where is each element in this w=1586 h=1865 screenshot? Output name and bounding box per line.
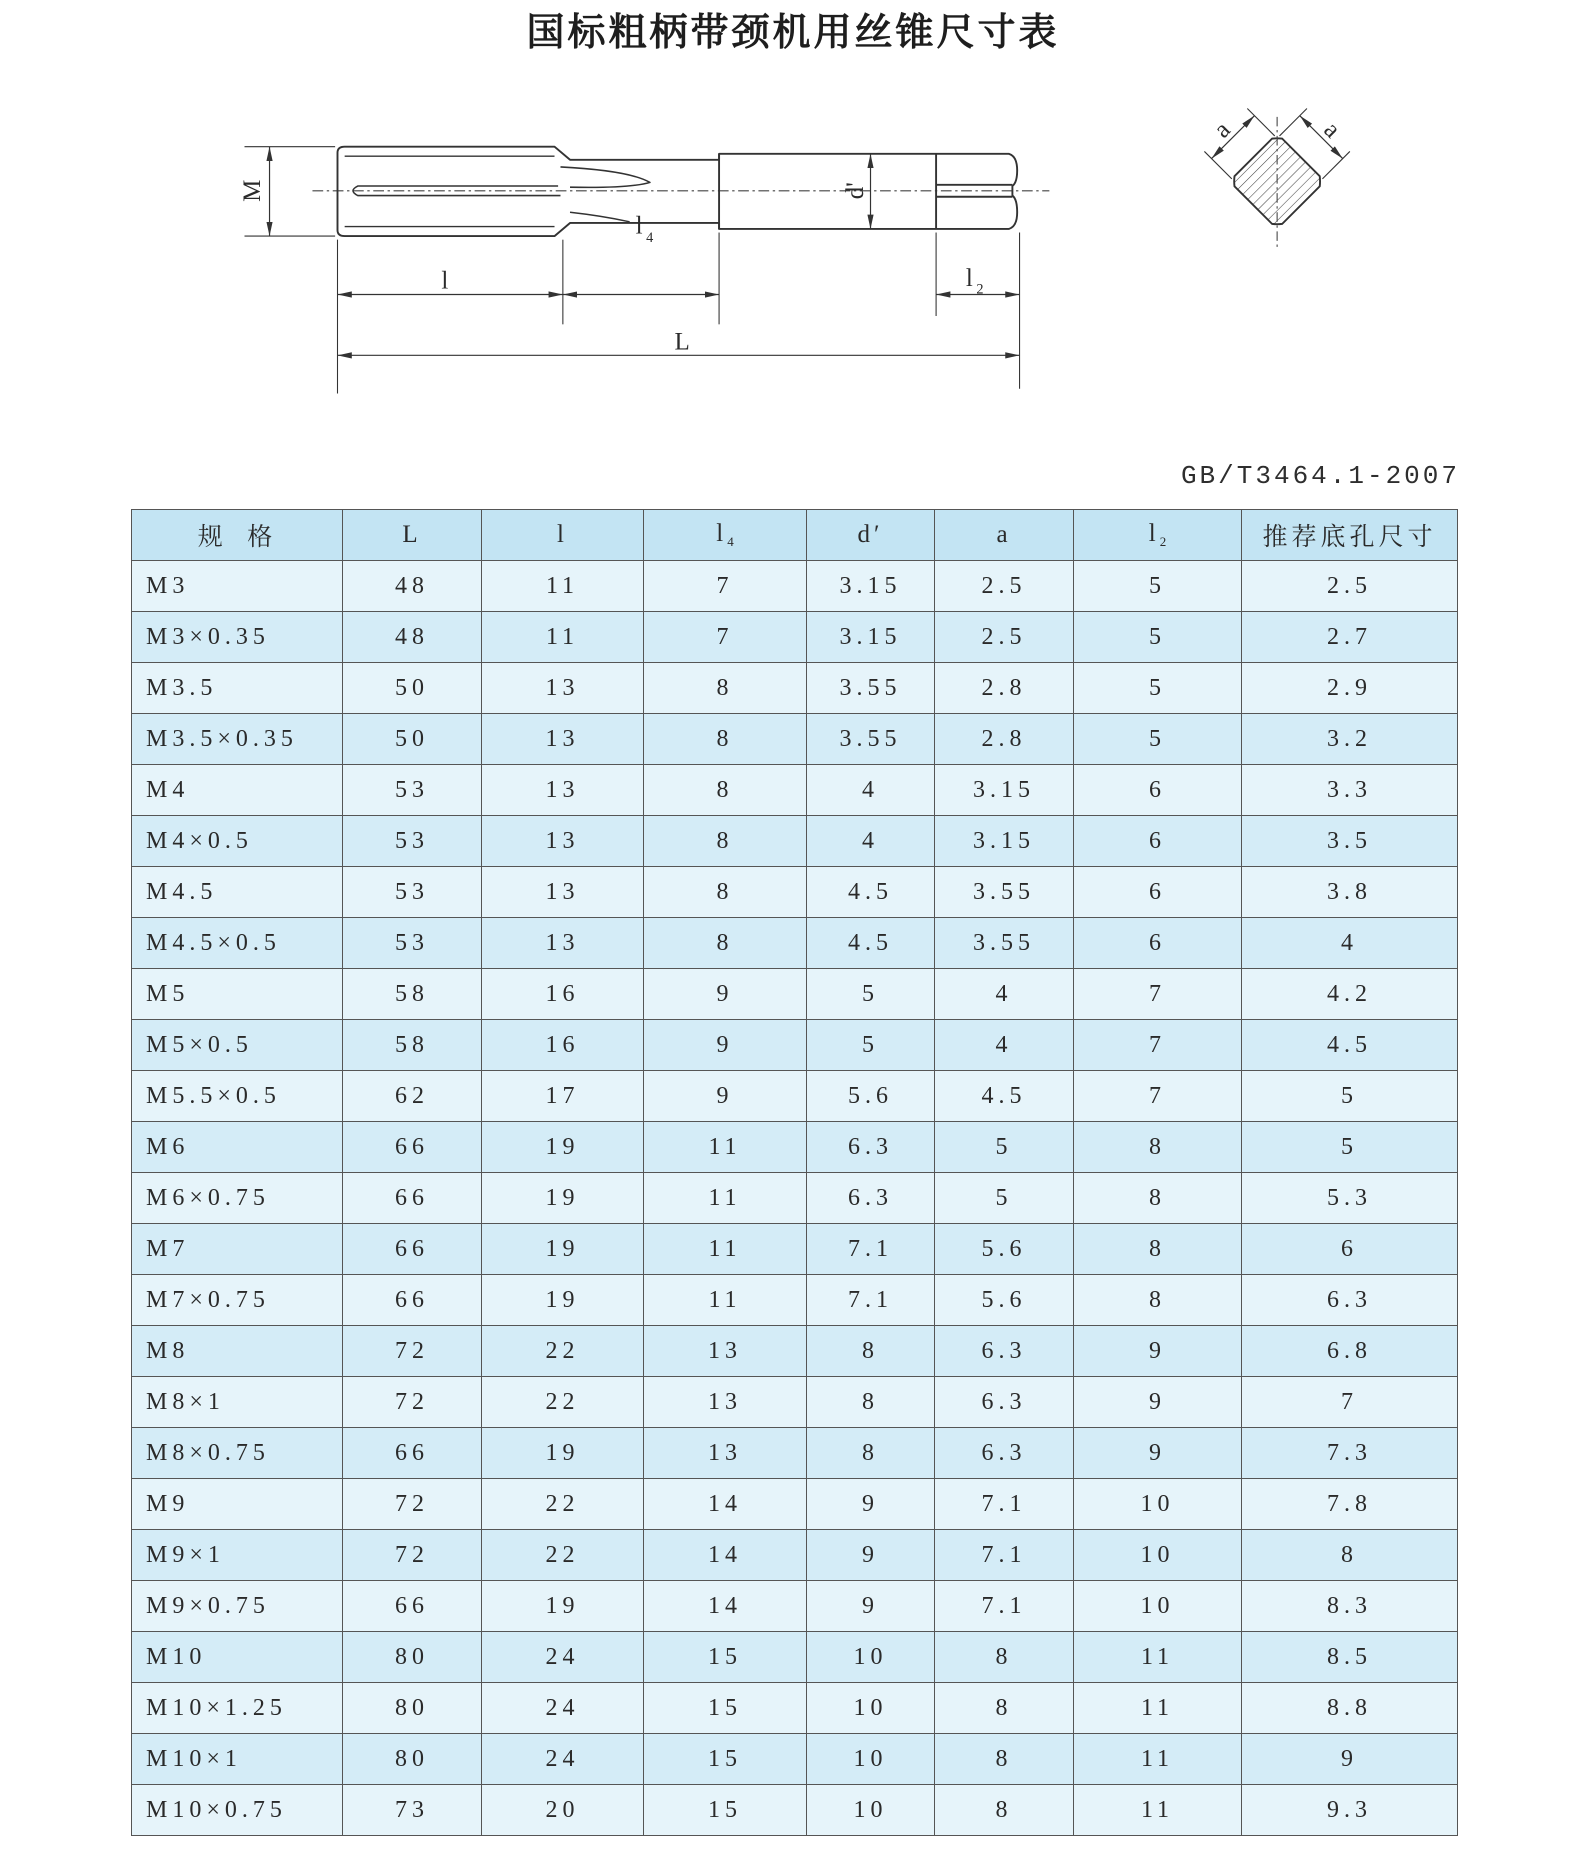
table-cell: 11 bbox=[644, 1224, 807, 1275]
table-cell: 6.3 bbox=[807, 1173, 935, 1224]
table-row bbox=[132, 1428, 1458, 1479]
table-cell: 13 bbox=[644, 1326, 807, 1377]
table-cell: 4 bbox=[807, 765, 935, 816]
table-row bbox=[132, 1785, 1458, 1836]
table-cell: 3.55 bbox=[935, 867, 1074, 918]
table-cell: 6.3 bbox=[935, 1428, 1074, 1479]
table-cell: 7 bbox=[644, 612, 807, 663]
table-cell: 73 bbox=[343, 1785, 482, 1836]
column-header-label: 规 格 bbox=[197, 524, 277, 551]
spec-cell: M8 bbox=[132, 1326, 343, 1377]
table-cell: 9 bbox=[644, 1071, 807, 1122]
column-header-label: l bbox=[557, 521, 568, 548]
table-cell: 80 bbox=[343, 1632, 482, 1683]
table-cell: 22 bbox=[482, 1479, 644, 1530]
label-M: M bbox=[238, 179, 266, 202]
table-cell: 16 bbox=[482, 969, 644, 1020]
table-cell: 66 bbox=[343, 1275, 482, 1326]
table-cell: 80 bbox=[343, 1683, 482, 1734]
table-cell: 8 bbox=[807, 1326, 935, 1377]
table-row bbox=[132, 612, 1458, 663]
table-row bbox=[132, 663, 1458, 714]
table-cell: 4 bbox=[1242, 918, 1458, 969]
table-cell: 9 bbox=[807, 1479, 935, 1530]
table-cell: 8 bbox=[1074, 1224, 1242, 1275]
spec-cell: M6 bbox=[132, 1122, 343, 1173]
table-cell: 7.1 bbox=[935, 1479, 1074, 1530]
extension-lines bbox=[244, 147, 1019, 394]
table-row bbox=[132, 918, 1458, 969]
table-cell: 6.3 bbox=[1242, 1275, 1458, 1326]
table-cell: 3.8 bbox=[1242, 867, 1458, 918]
table-cell: 6 bbox=[1074, 765, 1242, 816]
table-cell: 11 bbox=[1074, 1632, 1242, 1683]
spec-cell: M3.5×0.35 bbox=[132, 714, 343, 765]
spec-cell: M4.5×0.5 bbox=[132, 918, 343, 969]
table-cell: 19 bbox=[482, 1173, 644, 1224]
label-L: L bbox=[674, 328, 690, 356]
table-cell: 7.1 bbox=[935, 1530, 1074, 1581]
spec-cell: M9×0.75 bbox=[132, 1581, 343, 1632]
table-cell: 4.5 bbox=[1242, 1020, 1458, 1071]
table-row bbox=[132, 1530, 1458, 1581]
table-cell: 3.55 bbox=[807, 714, 935, 765]
table-cell: 7 bbox=[1242, 1377, 1458, 1428]
label-l2-sub: 2 bbox=[976, 281, 984, 298]
column-header-subscript: 4 bbox=[727, 534, 734, 549]
table-cell: 8 bbox=[1242, 1530, 1458, 1581]
spec-cell: M7 bbox=[132, 1224, 343, 1275]
table-cell: 2.8 bbox=[935, 714, 1074, 765]
table-cell: 8 bbox=[644, 918, 807, 969]
table-cell: 8 bbox=[644, 816, 807, 867]
spec-cell: M4.5 bbox=[132, 867, 343, 918]
column-header-subscript: 2 bbox=[1159, 534, 1167, 549]
table-cell: 11 bbox=[1074, 1734, 1242, 1785]
table-cell: 4.5 bbox=[807, 867, 935, 918]
table-cell: 3.15 bbox=[807, 612, 935, 663]
table-cell: 24 bbox=[482, 1683, 644, 1734]
table-cell: 13 bbox=[482, 918, 644, 969]
table-cell: 3.15 bbox=[935, 765, 1074, 816]
column-header bbox=[644, 510, 807, 561]
column-header-label: L bbox=[402, 521, 422, 548]
column-header bbox=[343, 510, 482, 561]
label-l4 bbox=[636, 213, 654, 246]
table-cell: 5 bbox=[1074, 561, 1242, 612]
table-cell: 66 bbox=[343, 1581, 482, 1632]
table-cell: 14 bbox=[644, 1581, 807, 1632]
table-cell: 15 bbox=[644, 1632, 807, 1683]
table-cell: 9 bbox=[807, 1530, 935, 1581]
table-cell: 22 bbox=[482, 1530, 644, 1581]
table-row bbox=[132, 1071, 1458, 1122]
column-header bbox=[935, 510, 1074, 561]
table-cell: 8.8 bbox=[1242, 1683, 1458, 1734]
table-cell: 4 bbox=[807, 816, 935, 867]
table-cell: 6 bbox=[1242, 1224, 1458, 1275]
table-cell: 66 bbox=[343, 1173, 482, 1224]
column-header-label: d′ bbox=[857, 521, 884, 548]
table-cell: 3.55 bbox=[935, 918, 1074, 969]
standard-code: GB/T3464.1-2007 bbox=[1180, 461, 1460, 491]
table-cell: 5.6 bbox=[935, 1275, 1074, 1326]
spec-cell: M5.5×0.5 bbox=[132, 1071, 343, 1122]
table-cell: 9 bbox=[1074, 1377, 1242, 1428]
table-cell: 66 bbox=[343, 1122, 482, 1173]
table-cell: 9 bbox=[1074, 1428, 1242, 1479]
table-cell: 5 bbox=[935, 1122, 1074, 1173]
table-cell: 2.8 bbox=[935, 663, 1074, 714]
table-cell: 5.6 bbox=[935, 1224, 1074, 1275]
table-cell: 6 bbox=[1074, 816, 1242, 867]
table-cell: 8.5 bbox=[1242, 1632, 1458, 1683]
table-cell: 4.5 bbox=[935, 1071, 1074, 1122]
table-cell: 50 bbox=[343, 714, 482, 765]
table-cell: 9 bbox=[807, 1581, 935, 1632]
dimension-table bbox=[131, 509, 1458, 1836]
table-cell: 7.1 bbox=[807, 1275, 935, 1326]
table-cell: 9 bbox=[1242, 1734, 1458, 1785]
table-cell: 4 bbox=[935, 969, 1074, 1020]
spec-cell: M3 bbox=[132, 561, 343, 612]
table-cell: 48 bbox=[343, 612, 482, 663]
table-cell: 9 bbox=[1074, 1326, 1242, 1377]
table-cell: 19 bbox=[482, 1428, 644, 1479]
table-cell: 5 bbox=[807, 1020, 935, 1071]
tap-outline bbox=[337, 147, 1017, 236]
table-cell: 4.2 bbox=[1242, 969, 1458, 1020]
table-cell: 53 bbox=[343, 816, 482, 867]
table-cell: 15 bbox=[644, 1785, 807, 1836]
table-cell: 8 bbox=[1074, 1275, 1242, 1326]
label-a-left: a bbox=[1208, 116, 1236, 144]
spec-cell: M9 bbox=[132, 1479, 343, 1530]
spec-cell: M10×0.75 bbox=[132, 1785, 343, 1836]
table-cell: 13 bbox=[482, 663, 644, 714]
table-row bbox=[132, 1326, 1458, 1377]
column-header bbox=[482, 510, 644, 561]
table-cell: 13 bbox=[482, 714, 644, 765]
table-cell: 7 bbox=[1074, 1071, 1242, 1122]
flute-runout-lower bbox=[570, 212, 630, 222]
table-cell: 72 bbox=[343, 1326, 482, 1377]
spec-cell: M9×1 bbox=[132, 1530, 343, 1581]
column-header bbox=[1074, 510, 1242, 561]
table-body bbox=[132, 561, 1458, 1836]
table-cell: 5 bbox=[935, 1173, 1074, 1224]
label-l2-main: l bbox=[965, 265, 973, 293]
label-a-right: a bbox=[1318, 116, 1346, 144]
table-cell: 48 bbox=[343, 561, 482, 612]
table-cell: 10 bbox=[1074, 1530, 1242, 1581]
table-cell: 9 bbox=[644, 1020, 807, 1071]
table-cell: 10 bbox=[807, 1785, 935, 1836]
tap-diagram bbox=[0, 0, 1586, 440]
table-cell: 8.3 bbox=[1242, 1581, 1458, 1632]
table-cell: 9.3 bbox=[1242, 1785, 1458, 1836]
table-cell: 53 bbox=[343, 918, 482, 969]
table-cell: 58 bbox=[343, 1020, 482, 1071]
table-cell: 58 bbox=[343, 969, 482, 1020]
flute-runout bbox=[560, 167, 649, 187]
spec-cell: M3.5 bbox=[132, 663, 343, 714]
table-cell: 22 bbox=[482, 1326, 644, 1377]
table-cell: 8 bbox=[644, 663, 807, 714]
table-cell: 16 bbox=[482, 1020, 644, 1071]
table-cell: 8 bbox=[644, 867, 807, 918]
column-header-label: a bbox=[996, 521, 1012, 548]
table-cell: 50 bbox=[343, 663, 482, 714]
table-cell: 6.3 bbox=[935, 1377, 1074, 1428]
table-cell: 2.5 bbox=[1242, 561, 1458, 612]
table-cell: 2.5 bbox=[935, 612, 1074, 663]
table-row bbox=[132, 765, 1458, 816]
spec-cell: M8×1 bbox=[132, 1377, 343, 1428]
table-cell: 7.8 bbox=[1242, 1479, 1458, 1530]
table-cell: 15 bbox=[644, 1734, 807, 1785]
table-cell: 10 bbox=[807, 1632, 935, 1683]
table-cell: 5 bbox=[807, 969, 935, 1020]
table-row bbox=[132, 1122, 1458, 1173]
column-header bbox=[132, 510, 343, 561]
table-cell: 15 bbox=[644, 1683, 807, 1734]
label-l4-sub: 4 bbox=[646, 230, 654, 247]
table-cell: 6.3 bbox=[807, 1122, 935, 1173]
table-cell: 10 bbox=[1074, 1479, 1242, 1530]
table-cell: 13 bbox=[644, 1428, 807, 1479]
square-cross-section bbox=[1204, 109, 1349, 249]
table-cell: 3.2 bbox=[1242, 714, 1458, 765]
table-cell: 11 bbox=[644, 1122, 807, 1173]
table-cell: 5 bbox=[1074, 714, 1242, 765]
table-cell: 11 bbox=[1074, 1683, 1242, 1734]
column-header bbox=[1242, 510, 1458, 561]
table-cell: 14 bbox=[644, 1479, 807, 1530]
column-header-label: 推荐底孔尺寸 bbox=[1262, 524, 1437, 551]
label-l4-main: l bbox=[635, 212, 643, 240]
table-row bbox=[132, 1173, 1458, 1224]
spec-cell: M6×0.75 bbox=[132, 1173, 343, 1224]
table-cell: 3.55 bbox=[807, 663, 935, 714]
table-cell: 11 bbox=[644, 1275, 807, 1326]
spec-cell: M4 bbox=[132, 765, 343, 816]
table-cell: 13 bbox=[482, 816, 644, 867]
spec-cell: M7×0.75 bbox=[132, 1275, 343, 1326]
table-row bbox=[132, 1683, 1458, 1734]
table-cell: 7 bbox=[1074, 1020, 1242, 1071]
spec-cell: M5×0.5 bbox=[132, 1020, 343, 1071]
table-cell: 8 bbox=[1074, 1122, 1242, 1173]
table-cell: 3.3 bbox=[1242, 765, 1458, 816]
table-header bbox=[132, 510, 1458, 561]
table-cell: 11 bbox=[644, 1173, 807, 1224]
table-row bbox=[132, 1632, 1458, 1683]
table-cell: 10 bbox=[807, 1734, 935, 1785]
table-cell: 72 bbox=[343, 1479, 482, 1530]
table-row bbox=[132, 1734, 1458, 1785]
table-cell: 7.3 bbox=[1242, 1428, 1458, 1479]
spec-cell: M8×0.75 bbox=[132, 1428, 343, 1479]
column-header-label: l bbox=[716, 520, 728, 547]
table-cell: 7.1 bbox=[807, 1224, 935, 1275]
table-cell: 62 bbox=[343, 1071, 482, 1122]
table-cell: 6 bbox=[1074, 918, 1242, 969]
table-cell: 17 bbox=[482, 1071, 644, 1122]
page-title: 国标粗柄带颈机用丝锥尺寸表 bbox=[526, 10, 1060, 54]
table-cell: 19 bbox=[482, 1224, 644, 1275]
table-cell: 7 bbox=[1074, 969, 1242, 1020]
table-cell: 8 bbox=[807, 1377, 935, 1428]
table-cell: 2.5 bbox=[935, 561, 1074, 612]
table-row bbox=[132, 1377, 1458, 1428]
table-cell: 9 bbox=[644, 969, 807, 1020]
table-cell: 6 bbox=[1074, 867, 1242, 918]
table-cell: 5 bbox=[1242, 1122, 1458, 1173]
table-row bbox=[132, 1581, 1458, 1632]
table-cell: 8 bbox=[1074, 1173, 1242, 1224]
table-cell: 10 bbox=[807, 1683, 935, 1734]
table-cell: 53 bbox=[343, 765, 482, 816]
column-header bbox=[807, 510, 935, 561]
table-cell: 19 bbox=[482, 1122, 644, 1173]
spec-cell: M5 bbox=[132, 969, 343, 1020]
table-cell: 8 bbox=[935, 1632, 1074, 1683]
label-d-prime: d' bbox=[842, 182, 870, 200]
spec-cell: M10×1 bbox=[132, 1734, 343, 1785]
table-cell: 3.5 bbox=[1242, 816, 1458, 867]
table-cell: 13 bbox=[482, 867, 644, 918]
table-row bbox=[132, 1275, 1458, 1326]
table-row bbox=[132, 714, 1458, 765]
table-cell: 53 bbox=[343, 867, 482, 918]
table-cell: 8 bbox=[807, 1428, 935, 1479]
table-cell: 8 bbox=[644, 765, 807, 816]
table-cell: 4.5 bbox=[807, 918, 935, 969]
table-cell: 20 bbox=[482, 1785, 644, 1836]
table-cell: 8 bbox=[935, 1734, 1074, 1785]
table-row bbox=[132, 561, 1458, 612]
table-cell: 22 bbox=[482, 1377, 644, 1428]
table-cell: 8 bbox=[935, 1683, 1074, 1734]
table-row bbox=[132, 1020, 1458, 1071]
table-cell: 11 bbox=[482, 561, 644, 612]
table-cell: 14 bbox=[644, 1530, 807, 1581]
table-cell: 5 bbox=[1074, 612, 1242, 663]
table-cell: 13 bbox=[482, 765, 644, 816]
table-row bbox=[132, 1224, 1458, 1275]
table-cell: 80 bbox=[343, 1734, 482, 1785]
table-cell: 24 bbox=[482, 1734, 644, 1785]
column-header-label: l bbox=[1148, 520, 1160, 547]
dimension-lines bbox=[270, 147, 1020, 356]
table-cell: 2.7 bbox=[1242, 612, 1458, 663]
table-cell: 66 bbox=[343, 1428, 482, 1479]
table-cell: 8 bbox=[644, 714, 807, 765]
table-cell: 3.15 bbox=[807, 561, 935, 612]
label-l: l bbox=[441, 267, 449, 295]
table-cell: 13 bbox=[644, 1377, 807, 1428]
table-cell: 11 bbox=[482, 612, 644, 663]
spec-cell: M10 bbox=[132, 1632, 343, 1683]
table-cell: 5 bbox=[1242, 1071, 1458, 1122]
table-cell: 5 bbox=[1074, 663, 1242, 714]
table-cell: 72 bbox=[343, 1530, 482, 1581]
table-cell: 10 bbox=[1074, 1581, 1242, 1632]
table-row bbox=[132, 1479, 1458, 1530]
table-row bbox=[132, 816, 1458, 867]
table-cell: 2.9 bbox=[1242, 663, 1458, 714]
label-l2 bbox=[966, 265, 984, 297]
table-cell: 8 bbox=[935, 1785, 1074, 1836]
table-cell: 7 bbox=[644, 561, 807, 612]
table-row bbox=[132, 867, 1458, 918]
table-cell: 6.3 bbox=[935, 1326, 1074, 1377]
table-cell: 11 bbox=[1074, 1785, 1242, 1836]
table-cell: 5.6 bbox=[807, 1071, 935, 1122]
table-cell: 6.8 bbox=[1242, 1326, 1458, 1377]
table-cell: 3.15 bbox=[935, 816, 1074, 867]
table-cell: 5.3 bbox=[1242, 1173, 1458, 1224]
table-row bbox=[132, 969, 1458, 1020]
spec-cell: M3×0.35 bbox=[132, 612, 343, 663]
spec-cell: M10×1.25 bbox=[132, 1683, 343, 1734]
table-cell: 7.1 bbox=[935, 1581, 1074, 1632]
spec-cell: M4×0.5 bbox=[132, 816, 343, 867]
table-cell: 72 bbox=[343, 1377, 482, 1428]
table-cell: 66 bbox=[343, 1224, 482, 1275]
tap-body bbox=[337, 147, 1017, 236]
table-header-row bbox=[132, 510, 1458, 561]
table-cell: 19 bbox=[482, 1581, 644, 1632]
table-cell: 24 bbox=[482, 1632, 644, 1683]
table-cell: 4 bbox=[935, 1020, 1074, 1071]
table-cell: 19 bbox=[482, 1275, 644, 1326]
